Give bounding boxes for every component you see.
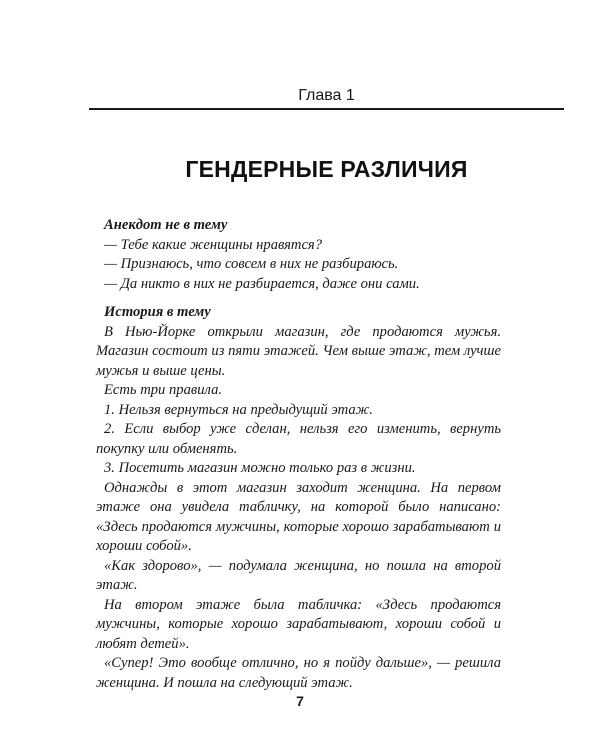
chapter-header <box>89 86 564 110</box>
story-paragraph: 1. Нельзя вернуться на предыдущий этаж. <box>104 401 373 418</box>
joke-line: — Тебе какие женщины нравятся? <box>104 236 323 253</box>
story-paragraph: «Как здорово», — подумала женщина, но пошла на второй этаж. <box>96 557 501 593</box>
page-number: 7 <box>296 693 304 709</box>
story-paragraph: Есть три правила. <box>104 382 223 398</box>
story-paragraph: В Нью-Йорке открыли магазин, где продаются мужья. Магазин состоит из пяти этажей. Чем выше этаж, тем лучше мужья и выше цены. <box>96 323 501 379</box>
story-heading: История в тему <box>104 304 211 320</box>
joke-heading: Анекдот не в тему <box>104 217 228 233</box>
section-gap <box>96 294 501 303</box>
story-paragraph: На втором этаже была табличка: «Здесь продаются мужчины, которые хорошо зарабатывают, хороши собой и любят детей». <box>96 596 501 652</box>
story-paragraph: 2. Если выбор уже сделан, нельзя его изменить, вернуть покупку или обменять. <box>96 421 501 457</box>
story-paragraph: Однажды в этот магазин заходит женщина. На первом этаже она увидела табличку, на которой было написано: «Здесь продаются мужчины, которые хорошо зарабатывают и хороши собой». <box>96 479 501 554</box>
chapter-label: Глава 1 <box>298 87 355 104</box>
joke-line: — Признаюсь, что совсем в них не разбираюсь. <box>104 256 399 272</box>
chapter-title: ГЕНДЕРНЫЕ РАЗЛИЧИЯ <box>185 156 468 182</box>
story-paragraph: «Супер! Это вообще отлично, но я пойду дальше», — решила женщина. И пошла на следующий этаж. <box>96 655 501 691</box>
body-text <box>96 216 501 693</box>
joke-line: — Да никто в них не разбирается, даже они сами. <box>104 275 420 292</box>
story-paragraph: 3. Посетить магазин можно только раз в жизни. <box>104 460 416 476</box>
